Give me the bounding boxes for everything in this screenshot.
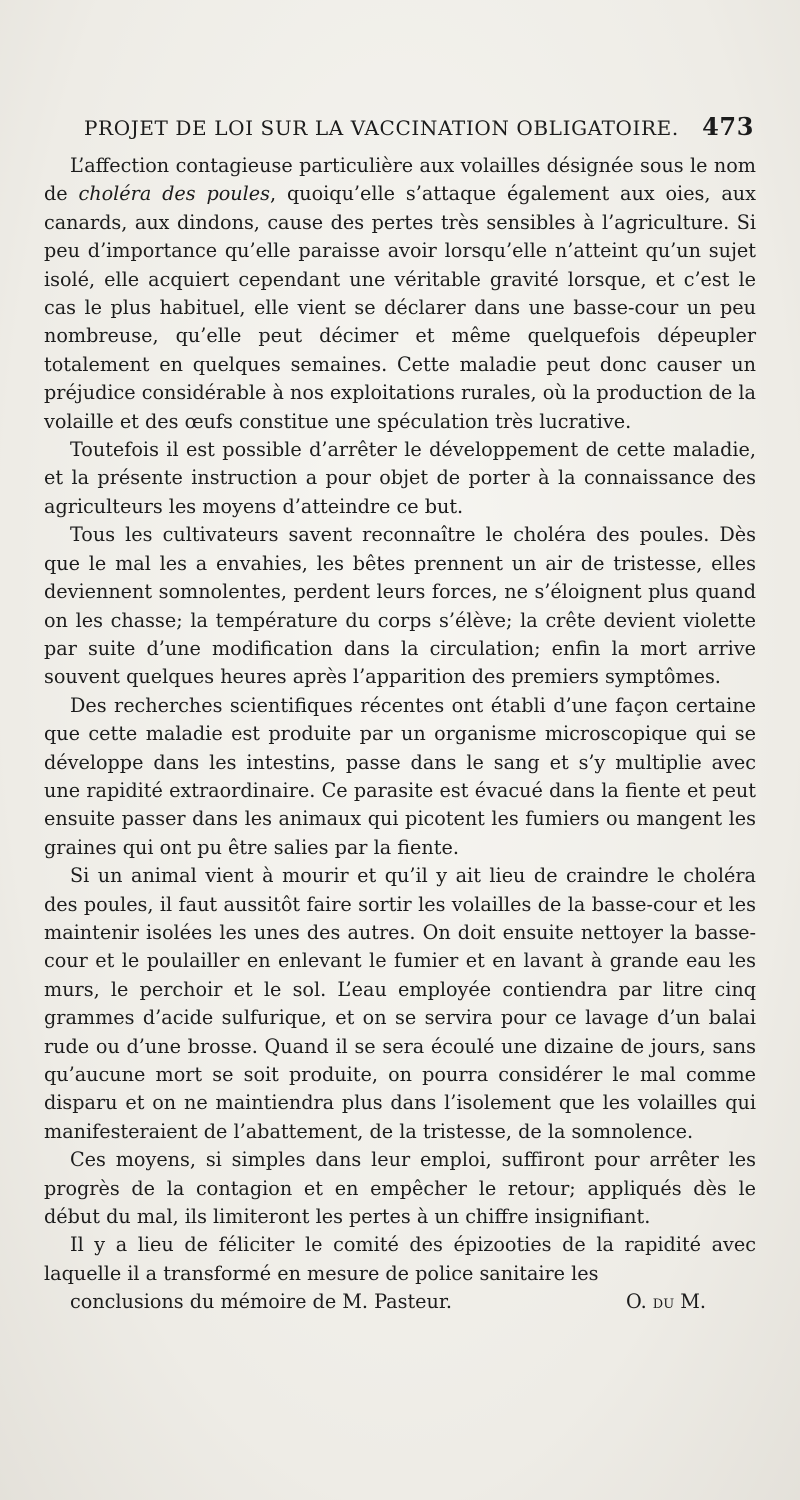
signature: O. du M. bbox=[625, 1290, 706, 1314]
paragraph: Tous les cultivateurs savent reconnaître le choléra des poules. Dès que le mal les a envahies, les bêtes prennent un air de tristesse, elles deviennent somnolentes, perdent leurs forces, ne s’éloignent plus quand on les chasse; la température du corps s’élève; la crête devient violette par suite d’une modification dans la circulation; enfin la mort arrive souvent quelques heures après l’apparition des premiers symptômes. bbox=[44, 523, 756, 689]
italic-term: choléra des poules bbox=[78, 182, 270, 206]
paragraph-text: , quoiqu’elle s’attaque également aux oies, aux canards, aux dindons, cause des pertes très sensibles à l’agriculture. Si peu d’importance qu’elle paraisse avoir lorsqu’elle n’atteint qu’un sujet isolé, elle acquiert cependant une véritable gravité lorsque, et c’est le cas le plus habituel, elle vient se déclarer dans une basse-cour un peu nombreuse, qu’elle peut décimer et même quelquefois dépeupler totalement en quelques semaines. Cette maladie peut donc causer un préjudice considérable à nos exploitations rurales, où la production de la volaille et des œufs constitue une spéculation très lucrative. bbox=[44, 182, 756, 433]
closing-text: conclusions du mémoire de M. Pasteur. bbox=[70, 1290, 453, 1314]
paragraph: Des recherches scientifiques récentes ont établi d’une façon certaine que cette maladie est produite par un organisme microscopique qui se développe dans les intestins, passe dans le sang et s’y multiplie avec une rapidité extraordinaire. Ce parasite est évacué dans la fiente et peut ensuite passer dans les animaux qui picotent les fumiers ou mangent les graines qui ont pu être salies par la fiente. bbox=[44, 693, 756, 859]
closing-line bbox=[44, 1288, 756, 1316]
running-title: PROJET DE LOI SUR LA VACCINATION OBLIGATOIRE. bbox=[84, 116, 679, 140]
body-text bbox=[44, 152, 756, 1317]
paragraph: Ces moyens, si simples dans leur emploi, suffiront pour arrêter les progrès de la contagion et en empêcher le retour; appliqués dès le début du mal, ils limiteront les pertes à un chiffre insignifiant. bbox=[44, 1148, 756, 1229]
paragraph bbox=[44, 152, 756, 436]
running-header bbox=[84, 112, 754, 141]
paragraph: Il y a lieu de féliciter le comité des épizooties de la rapidité avec laquelle il a transformé en mesure de police sanitaire les bbox=[44, 1233, 756, 1285]
paragraph: Si un animal vient à mourir et qu’il y ait lieu de craindre le choléra des poules, il faut aussitôt faire sortir les volailles de la basse-cour et les maintenir isolées les unes des autres. On doit ensuite nettoyer la basse-cour et le poulailler en enlevant le fumier et en lavant à grande eau les murs, le perchoir et le sol. L’eau employée contiendra par litre cinq grammes d’acide sulfurique, et on se servira pour ce lavage d’un balai rude ou d’une brosse. Quand il se sera écoulé une dizaine de jours, sans qu’aucune mort se soit produite, on pourra considérer le mal comme disparu et on ne maintiendra plus dans l’isolement que les volailles qui manifesteraient de l’abattement, de la tristesse, de la somnolence. bbox=[44, 864, 756, 1143]
page-number: 473 bbox=[702, 112, 754, 141]
paragraph-text: L’affection contagieuse particulière aux volailles désignée sous le nom de bbox=[44, 154, 756, 206]
paragraph: Toutefois il est possible d’arrêter le développement de cette maladie, et la présente instruction a pour objet de porter à la connaissance des agriculteurs les moyens d’atteindre ce but. bbox=[44, 438, 756, 518]
